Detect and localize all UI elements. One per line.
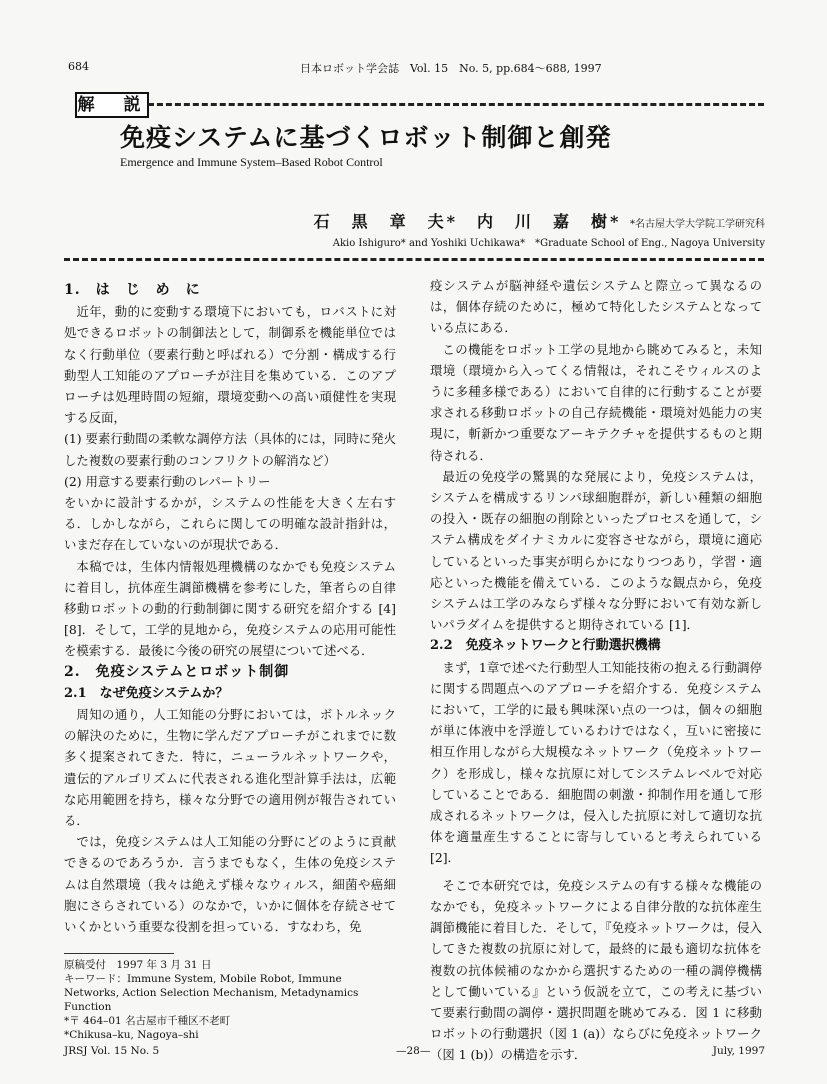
- subsection-2-2-title: 2.2 免疫ネットワークと行動選択機構: [430, 638, 661, 654]
- authors-en: Akio Ishiguro* and Yoshiki Uchikawa* *Graduate School of Eng., Nagoya University: [332, 238, 765, 249]
- paragraph: 最近の免疫学の驚異的な発展により，免疫システムは，システムを構成するリンパ球細胞群が，新しい種類の細胞の投入・既存の細胞の削除といったプロセスを通して，システム構成をダイナミカルに変容させながら，環境に適応しているといった事実が明らかになりつつあり，学習・適応といった機能を備えている．このような観点から，免疫システムは工学のみならず様々な分野において有効な新しいパラダイムを提供すると期待されている [1]．: [430, 468, 762, 633]
- authors-rule: [64, 258, 764, 261]
- authors-jp-names: 石 黒 章 夫* 内 川 嘉 樹*: [313, 212, 622, 231]
- authors-jp: [314, 209, 765, 232]
- section-1-title: 1. は じ め に: [64, 282, 201, 298]
- paragraph: この機能をロボット工学の見地から眺めてみると，未知環境（環境から入ってくる情報は，それこそウィルスのように多種多様である）において自律的に行動することが要求される移動ロボットの自己存続機能・環境対処能力の実現に，斬新かつ重要なアーキテクチャを提供するものと期待される．: [430, 341, 762, 463]
- paragraph: 本稿では，生体内情報処理機構のなかでも免疫システムに着目し，抗体産生調節機構を参考にした，筆者らの自律移動ロボットの動的行動制御に関する研究を紹介する [4][8]．そして，工学的見地から，免疫システムの応用可能性を模索する．最後に今後の研究の展望について述べる．: [64, 558, 396, 659]
- page-title: 免疫システムに基づくロボット制御と創発: [120, 123, 612, 152]
- footer-page: —28—: [396, 1045, 431, 1057]
- list-item: (2) 用意する要素行動のレパートリー: [64, 473, 271, 489]
- address-jp: *〒 464–01 名古屋市千種区不老町: [64, 1015, 231, 1027]
- authors-jp-affiliation: *名古屋大学大学院工学研究科: [630, 219, 765, 230]
- keywords: キーワード：Immune System, Mobile Robot, Immune Networks, Action Selection Mechanism, Metadynamics Function: [64, 973, 359, 1013]
- page-subtitle: Emergence and Immune System–Based Robot Control: [120, 155, 383, 169]
- page-number: 684: [68, 60, 89, 73]
- paragraph: そこで本研究では，免疫システムの有する様々な機能のなかでも，免疫ネットワークによる自律分散的な抗体産生調節機能に着目した．そして，『免疫ネットワークは，侵入してきた複数の抗原に対して，最終的に最も適切な抗体を複数の抗体候補のなかから選択するための一種の調停機構として働いている』という仮説を立て，この考えに基づいて要素行動間の調停・選択問題を眺めてみる．図 1 に移動ロボットの行動選択（図 1 (a)）ならびに免疫ネットワーク（図 1 (b)）の構造を示す．: [430, 877, 762, 1063]
- paragraph: 周知の通り，人工知能の分野においては，ボトルネックの解決のために，生物に学んだアプローチがこれまでに数多く提案されてきた．特に，ニューラルネットワークや，遺伝的アルゴリズムに代表される進化型計算手法は，広範な応用範囲を持ち，様々な分野での適用例が報告されている．: [64, 707, 396, 829]
- paragraph: 近年，動的に変動する環境下においても，ロバストに対処できるロボットの制御法として，制御系を機能単位ではなく行動単位（要素行動と呼ばれる）で分割・構成する行動型人工知能のアプローチが注目を集めている．このアプローチは処理時間の短縮，環境変動への高い頑健性を実現する反面，: [64, 304, 396, 426]
- paragraph: では，免疫システムは人工知能の分野にどのように貢献できるのであろうか．言うまでもなく，生体の免疫システムは自然環境（我々は絶えず様々なウィルス，細菌や癌細胞にさらされている）のなかで，いかに個体を存続させていくかという重要な役割を担っている．すなわち，免: [64, 834, 396, 935]
- footnote: [64, 958, 394, 1042]
- left-column: [64, 280, 396, 937]
- footer-date: July, 1997: [712, 1045, 765, 1057]
- received-date: 原稿受付 1997 年 3 月 31 日: [64, 959, 212, 971]
- category-label: 解 説: [75, 92, 149, 118]
- right-column: [430, 275, 762, 1066]
- footnote-rule: [64, 953, 174, 954]
- list-item: (1) 要素行動間の柔軟な調停方法（具体的には，同時に発火した複数の要素行動のコンフリクトの解消など）: [64, 431, 396, 468]
- paragraph: まず，1章で述べた行動型人工知能技術の抱える行動調停に関する問題点へのアプローチを紹介する．免疫システムにおいて，工学的に最も興味深い点の一つは，個々の細胞が単に体液中を浮遊しているわけではなく，互いに密接に相互作用しながら大規模なネットワーク（免疫ネットワーク）を形成し，様々な抗原に対してシステムレベルで対応していることである．細胞間の刺激・抑制作用を通して形成されるネットワークは，侵入した抗原に対して適切な抗体を適量産生することに寄与していると考えられている [2]．: [430, 659, 762, 866]
- header-rule: [148, 103, 764, 106]
- address-en: *Chikusa–ku, Nagoya–shi: [64, 1029, 199, 1041]
- section-2-title: 2. 免疫システムとロボット制御: [64, 663, 290, 680]
- journal-info: 日本ロボット学会誌 Vol. 15 No. 5, pp.684～688, 1997: [300, 62, 602, 75]
- paragraph: 疫システムが脳神経や遺伝システムと際立って異なるのは，個体存続のために，極めて特化したシステムとなっている点にある．: [430, 278, 762, 336]
- footer-journal: JRSJ Vol. 15 No. 5: [64, 1045, 160, 1057]
- paragraph: をいかに設計するかが，システムの性能を大きく左右する．しかしながら，これらに関しての明確な設計指針は，いまだ存在していないのが現状である．: [64, 495, 396, 553]
- subsection-2-1-title: 2.1 なぜ免疫システムか？: [64, 685, 229, 701]
